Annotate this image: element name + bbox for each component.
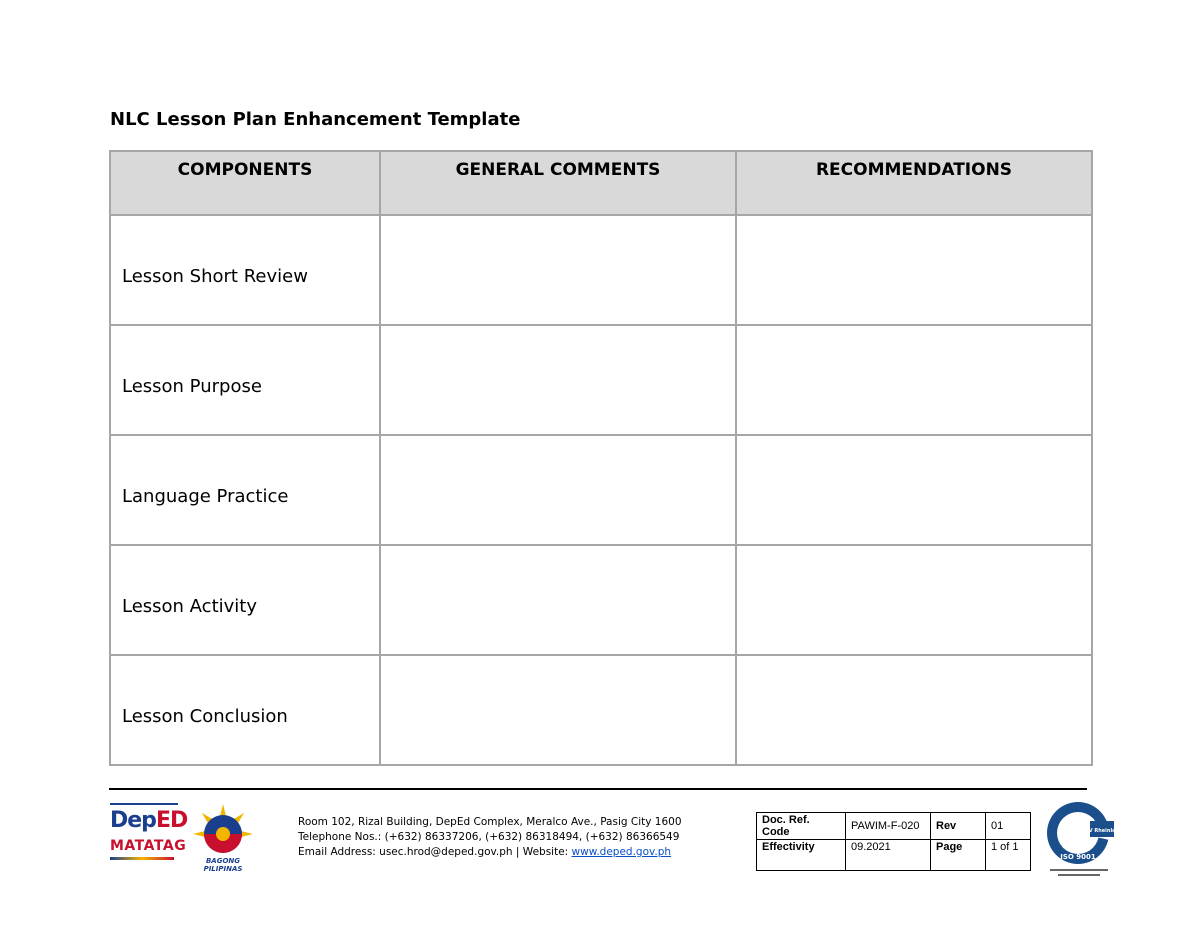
component-cell: Language Practice bbox=[110, 435, 380, 545]
table-row bbox=[110, 545, 1092, 655]
page-label: Page bbox=[931, 840, 986, 871]
svg-text:ISO 9001: ISO 9001 bbox=[1060, 853, 1096, 861]
tuv-certification-logo bbox=[1044, 801, 1123, 881]
table-row bbox=[110, 325, 1092, 435]
component-cell: Lesson Short Review bbox=[110, 215, 380, 325]
component-cell: Lesson Activity bbox=[110, 545, 380, 655]
table-row bbox=[110, 435, 1092, 545]
doc-ref-code-value: PAWIM-F-020 bbox=[846, 813, 931, 840]
footer-divider bbox=[109, 788, 1087, 790]
table-row bbox=[110, 215, 1092, 325]
recommendation-cell[interactable] bbox=[736, 655, 1092, 765]
comment-cell[interactable] bbox=[380, 435, 736, 545]
header-general-comments: GENERAL COMMENTS bbox=[380, 151, 736, 215]
component-cell: Lesson Purpose bbox=[110, 325, 380, 435]
matatag-wordmark: MATATAG bbox=[110, 838, 187, 854]
header-components: COMPONENTS bbox=[110, 151, 380, 215]
recommendation-cell[interactable] bbox=[736, 435, 1092, 545]
contact-address-block bbox=[298, 815, 682, 860]
address-line: Room 102, Rizal Building, DepEd Complex, Meralco Ave., Pasig City 1600 bbox=[298, 816, 682, 828]
deped-wordmark: DepED bbox=[110, 808, 188, 833]
effectivity-value: 09.2021 bbox=[846, 840, 931, 871]
email-text: Email Address: usec.hrod@deped.gov.ph | Website: bbox=[298, 846, 572, 858]
deped-logo bbox=[110, 803, 188, 868]
document-reference-table bbox=[756, 812, 1031, 871]
doc-ref-code-label: Doc. Ref. Code bbox=[757, 813, 846, 840]
comment-cell[interactable] bbox=[380, 325, 736, 435]
email-line bbox=[298, 845, 682, 860]
recommendation-cell[interactable] bbox=[736, 325, 1092, 435]
header-recommendations: RECOMMENDATIONS bbox=[736, 151, 1092, 215]
comment-cell[interactable] bbox=[380, 545, 736, 655]
table-row bbox=[110, 655, 1092, 765]
bagong-pilipinas-label: BAGONG PILIPINAS bbox=[203, 857, 243, 873]
rev-label: Rev bbox=[931, 813, 986, 840]
comment-cell[interactable] bbox=[380, 215, 736, 325]
comment-cell[interactable] bbox=[380, 655, 736, 765]
page-title: NLC Lesson Plan Enhancement Template bbox=[110, 109, 521, 130]
recommendation-cell[interactable] bbox=[736, 545, 1092, 655]
page-value: 1 of 1 bbox=[986, 840, 1031, 871]
effectivity-label: Effectivity bbox=[757, 840, 846, 871]
rev-value: 01 bbox=[986, 813, 1031, 840]
tuv-label: TÜV Rheinland bbox=[1081, 828, 1123, 834]
website-link[interactable]: www.deped.gov.ph bbox=[571, 846, 672, 858]
recommendation-cell[interactable] bbox=[736, 215, 1092, 325]
component-cell: Lesson Conclusion bbox=[110, 655, 380, 765]
enhancement-table bbox=[109, 150, 1093, 766]
table-header-row bbox=[110, 151, 1092, 215]
telephone-line: Telephone Nos.: (+632) 86337206, (+632) 86318494, (+632) 86366549 bbox=[298, 831, 680, 843]
